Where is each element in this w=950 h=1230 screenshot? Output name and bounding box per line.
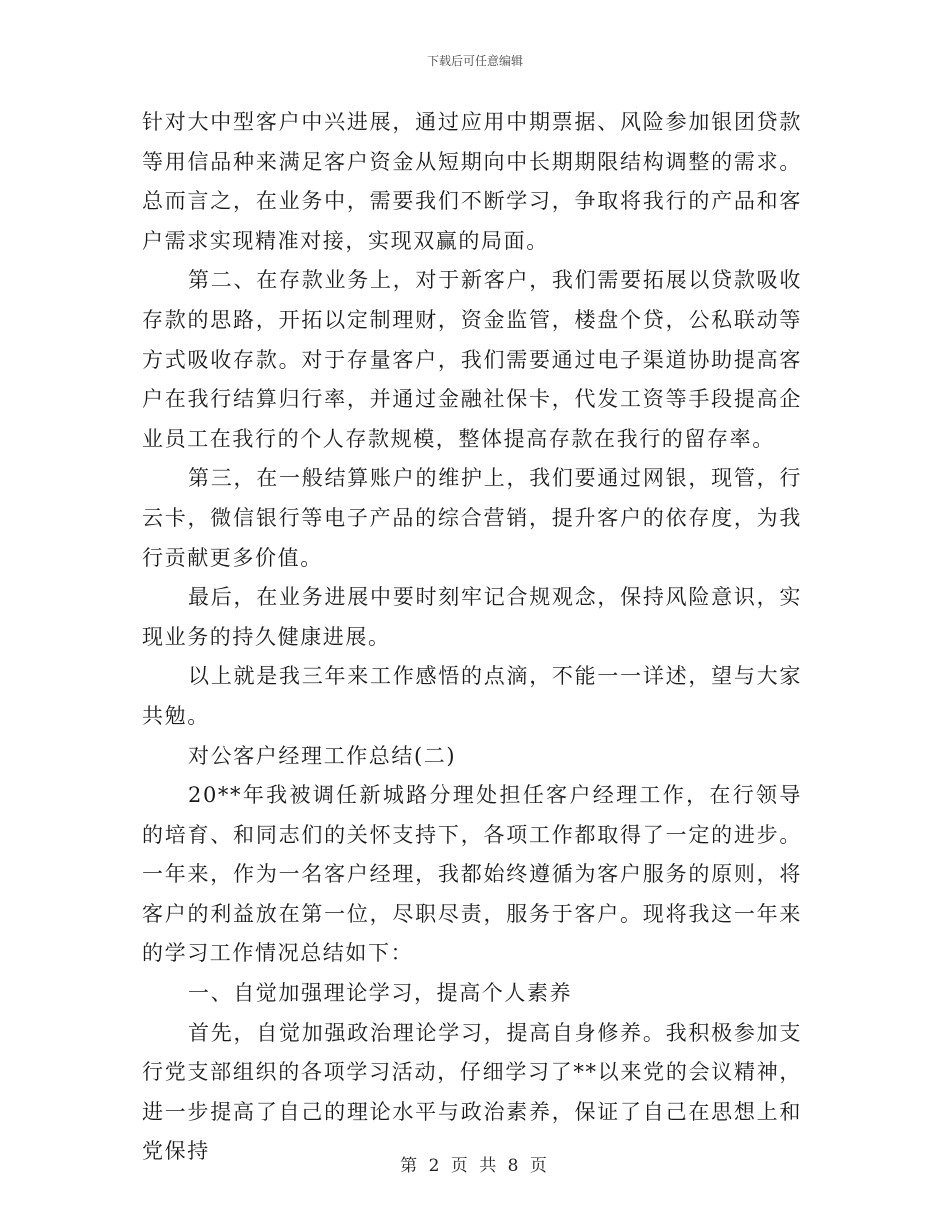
document-body [142,103,802,1172]
paragraph-2: 第二、在存款业务上，对于新客户，我们需要拓展以贷款吸收存款的思路，开拓以定制理财，资金监管，楼盘个贷，公私联动等方式吸收存款。对于存量客户，我们需要通过电子渠道协助提高客户在我行结算归行率，并通过金融社保卡，代发工资等手段提高企业员工在我行的个人存款规模，整体提高存款在我行的留存率。 [142,268,802,451]
paragraph-7: 首先，自觉加强政治理论学习，提高自身修养。我积极参加支行党支部组织的各项学习活动，仔细学习了**以来党的会议精神，进一步提高了自己的理论水平与政治素养，保证了自己在思想上和党保持 [142,1020,802,1164]
paragraph-4: 最后，在业务进展中要时刻牢记合规观念，保持风险意识，实现业务的持久健康进展。 [142,585,802,649]
page-header: 下载后可任意编辑 [426,54,523,68]
paragraph-3: 第三，在一般结算账户的维护上，我们要通过网银，现管，行云卡，微信银行等电子产品的综合营销，提升客户的依存度，为我行贡献更多价值。 [142,466,802,570]
paragraph-5: 以上就是我三年来工作感悟的点滴，不能一一详述，望与大家共勉。 [142,664,802,728]
subheading: 一、自觉加强理论学习，提高个人素养 [188,981,573,1006]
paragraph-1: 针对大中型客户中兴进展，通过应用中期票据、风险参加银团贷款等用信品种来满足客户资金从短期向中长期期限结构调整的需求。总而言之，在业务中，需要我们不断学习，争取将我行的产品和客户需求实现精准对接，实现双赢的局面。 [142,110,802,253]
section-title: 对公客户经理工作总结(二) [188,743,457,768]
paragraph-6: 20**年我被调任新城路分理处担任客户经理工作，在行领导的培育、和同志们的关怀支持下，各项工作都取得了一定的进步。一年来，作为一名客户经理，我都始终遵循为客户服务的原则，将客户的利益放在第一位，尽职尽责，服务于客户。现将我这一年来的学习工作情况总结如下： [142,783,802,966]
page-footer: 第 2 页 共 8 页 [400,1156,550,1176]
